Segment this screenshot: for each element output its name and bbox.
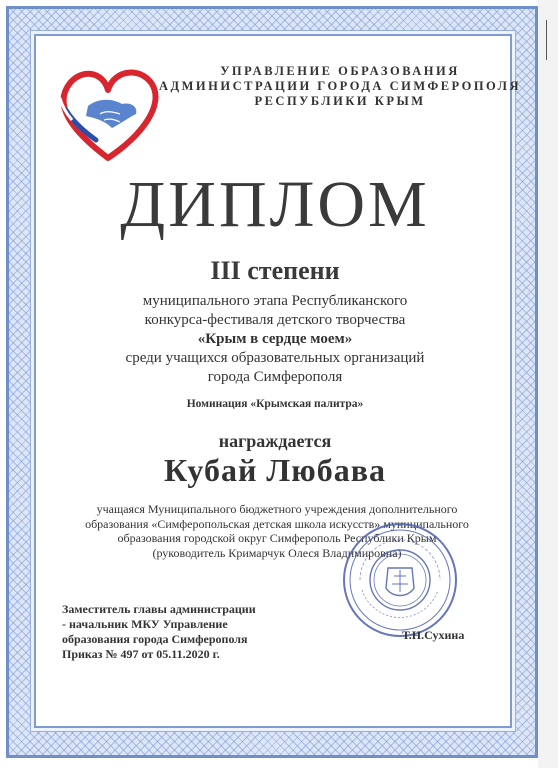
contest-description: [40, 292, 510, 387]
diploma-title: ДИПЛОМ: [120, 168, 430, 241]
details-line-1: учащаяся Муниципального бюджетного учреждения дополнительного: [96, 502, 458, 516]
scan-edge: [538, 0, 558, 768]
signatory-line-1: Заместитель главы администрации: [62, 602, 256, 616]
order-number: Приказ № 497 от 05.11.2020 г.: [62, 647, 220, 661]
subtitle-line-3: среди учащихся образовательных организаций: [125, 350, 425, 366]
signatory-block: [62, 602, 322, 662]
details-line-4: (руководитель Кримарчук Олеся Владимировна): [152, 545, 402, 560]
issuer-line-1: УПРАВЛЕНИЕ ОБРАЗОВАНИЯ: [220, 64, 460, 78]
subtitle-line-4: города Симферополя: [207, 369, 343, 385]
subtitle-line-2: конкурса-фестиваля детского творчества: [144, 312, 406, 328]
details-line-2: образования «Симферопольская детская школа искусств» муниципального: [85, 516, 469, 531]
issuer-line-3: РЕСПУБЛИКИ КРЫМ: [254, 94, 426, 108]
awarded-label: награждается: [218, 431, 332, 451]
signatory-name: Т.Н.Сухина: [402, 628, 465, 642]
contest-name: «Крым в сердце моем»: [197, 331, 353, 347]
official-seal-icon: [340, 520, 460, 640]
diploma-degree: III степени: [210, 256, 340, 285]
subtitle-line-1: муниципального этапа Республиканского: [142, 293, 408, 309]
details-line-3: образования городской округ Симферополь Республики Крым: [117, 531, 437, 545]
recipient-name: Кубай Любава: [164, 452, 386, 488]
signatory-line-3: образования города Симферополя: [62, 632, 248, 646]
issuer-line-2: АДМИНИСТРАЦИИ ГОРОДА СИМФЕРОПОЛЯ: [158, 79, 521, 93]
scan-edge-mark: [546, 20, 547, 60]
issuer-header: [150, 64, 530, 109]
nomination: Номинация «Крымская палитра»: [186, 398, 364, 410]
signatory-line-2: - начальник МКУ Управление: [62, 617, 228, 631]
